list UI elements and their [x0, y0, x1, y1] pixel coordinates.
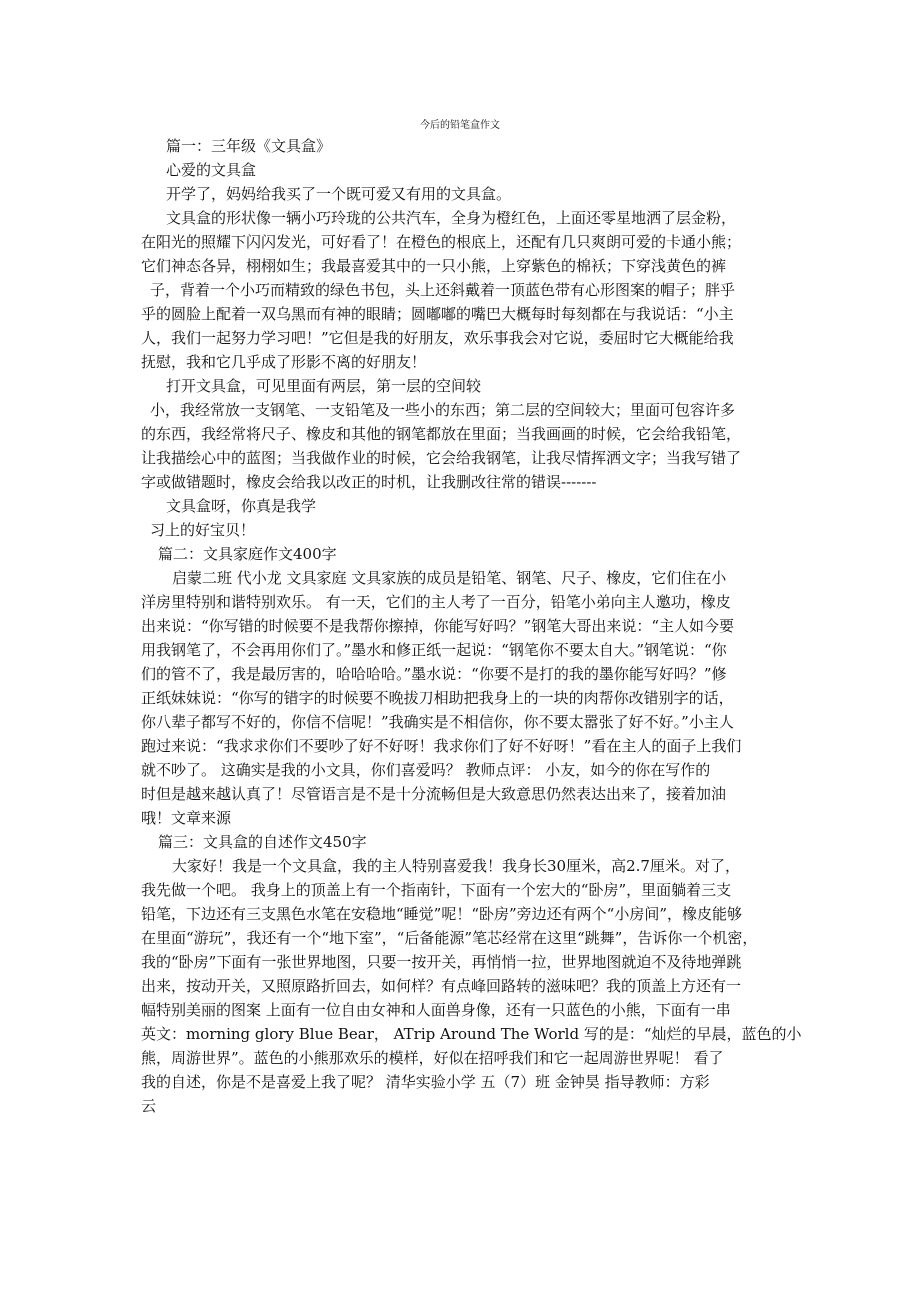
text-line: 习上的好宝贝！: [150, 521, 256, 539]
text-line: 子，背着一个小巧而精致的绿色书包，头上还斜戴着一顶蓝色带有心形图案的帽子；胖乎: [150, 281, 736, 299]
document-title: 今后的铅笔盒作文: [420, 120, 500, 131]
text-line: 我的“卧房”下面有一张世界地图，只要一按开关，再悄悄一拉，世界地图就迫不及待地弹跳: [141, 953, 742, 971]
text-line: 字或做错题时，橡皮会给我以改正的时机，让我删改往常的错误-------: [141, 473, 597, 491]
text-line: 文具盒的形状像一辆小巧玲珑的公共汽车，全身为橙红色，上面还零星地洒了层金粉，: [166, 209, 737, 227]
text-line: 用我钢笔了，不会再用你们了。”墨水和修正纸一起说：“钢笔你不要太自大。”钢笔说：“你: [141, 641, 727, 659]
text-line: 的东西，我经常将尺子、橡皮和其他的钢笔都放在里面；当我画画的时候，它会给我铅笔，: [141, 425, 742, 443]
text-line: 就不吵了。 这确实是我的小文具，你们喜爱吗？ 教师点评： 小友，如今的你在写作的: [141, 761, 711, 779]
text-line: 在里面“游玩”，我还有一个“地下室”，“后备能源”笔芯经常在这里“跳舞”，告诉你一个机密，: [141, 929, 758, 947]
text-line: 你八辈子都写不好的，你信不信呢！”我确实是不相信你，你不要太嚣张了好不好。”小主人: [141, 713, 734, 731]
text-line: 开学了，妈妈给我买了一个既可爱又有用的文具盒。: [166, 185, 512, 203]
text-line: 在阳光的照耀下闪闪发光，可好看了！在橙色的根底上，还配有几只爽朗可爱的卡通小熊；: [141, 233, 742, 251]
text-line: 抚慰，我和它几乎成了形影不离的好朋友！: [141, 353, 427, 371]
text-line: 打开文具盒，可见里面有两层，第一层的空间较: [166, 377, 482, 395]
section-heading-3: 篇三：文具盒的自述作文450字: [158, 833, 367, 851]
text-line: 跑过来说：“我求求你们不要吵了好不好呀！我求你们了好不好呀！”看在主人的面子上我们: [141, 737, 742, 755]
text-line: 时但是越来越认真了！尽管语言是不是十分流畅但是大致意思仍然表达出来了，接着加油: [141, 785, 727, 803]
text-line: 云: [141, 1097, 157, 1115]
text-line: 哦！文章来源: [141, 809, 232, 827]
text-line: 乎的圆脸上配着一双乌黑而有神的眼睛；圆嘟嘟的嘴巴大概每时每刻都在与我说话：“小主: [141, 305, 734, 323]
text-line: 文具盒呀，你真是我学: [166, 497, 317, 515]
subtitle-line: 心爱的文具盒: [166, 161, 257, 179]
text-line: 启蒙二班 代小龙 文具家庭 文具家族的成员是铅笔、钢笔、尺子、橡皮，它们住在小: [172, 569, 727, 587]
text-line: 我的自述，你是不是喜爱上我了呢？ 清华实验小学 五（7）班 金钟昊 指导教师：方彩: [141, 1073, 710, 1091]
text-line: 铅笔，下边还有三支黑色水笔在安稳地“睡觉”呢！“卧房”旁边还有两个“小房间”，橡皮能够: [141, 905, 743, 923]
text-line: 熊，周游世界”。蓝色的小熊那欢乐的模样，好似在招呼我们和它一起周游世界呢！ 看了: [141, 1049, 724, 1067]
text-line: 英文：morning glory Blue Bear， ATrip Around The World 写的是：“灿烂的早晨，蓝色的小: [141, 1025, 802, 1043]
text-line: 它们神态各异，栩栩如生；我最喜爱其中的一只小熊，上穿紫色的棉袄；下穿浅黄色的裤: [141, 257, 727, 275]
text-line: 幅特别美丽的图案 上面有一位自由女神和人面兽身像，还有一只蓝色的小熊，下面有一串: [141, 1001, 731, 1019]
text-line: 让我描绘心中的蓝图；当我做作业的时候，它会给我钢笔，让我尽情挥洒文字；当我写错了: [141, 449, 742, 467]
section-heading-1: 篇一：三年级《文具盒》: [166, 137, 332, 155]
text-line: 出来，按动开关，又照原路折回去，如何样？有点峰回路转的滋味吧？我的顶盖上方还有一: [141, 977, 742, 995]
text-line: 洋房里特别和谐特别欢乐。 有一天，它们的主人考了一百分，铅笔小弟向主人邀功，橡皮: [141, 593, 731, 611]
section-heading-2: 篇二：文具家庭作文400字: [158, 545, 337, 563]
text-line: 大家好！我是一个文具盒，我的主人特别喜爱我！我身长30厘米，高2.7厘米。对了，: [172, 857, 740, 875]
text-line: 小，我经常放一支钢笔、一支铅笔及一些小的东西；第二层的空间较大；里面可包容许多: [150, 401, 736, 419]
text-line: 我先做一个吧。 我身上的顶盖上有一个指南针，下面有一个宏大的“卧房”，里面躺着三支: [141, 881, 732, 899]
text-line: 人，我们一起努力学习吧！”它但是我的好朋友，欢乐事我会对它说，委屈时它大概能给我: [141, 329, 734, 347]
text-line: 正纸妹妹说：“你写的错字的时候要不晚拔刀相助把我身上的一块的肉帮你改错别字的话，: [141, 689, 734, 707]
text-line: 们的管不了，我是最厉害的，哈哈哈哈。”墨水说：“你要不是打的我的墨你能写好吗？”修: [141, 665, 727, 683]
text-line: 出来说：“你写错的时候要不是我帮你擦掉，你能写好吗？”钢笔大哥出来说：“主人如今要: [141, 617, 735, 635]
